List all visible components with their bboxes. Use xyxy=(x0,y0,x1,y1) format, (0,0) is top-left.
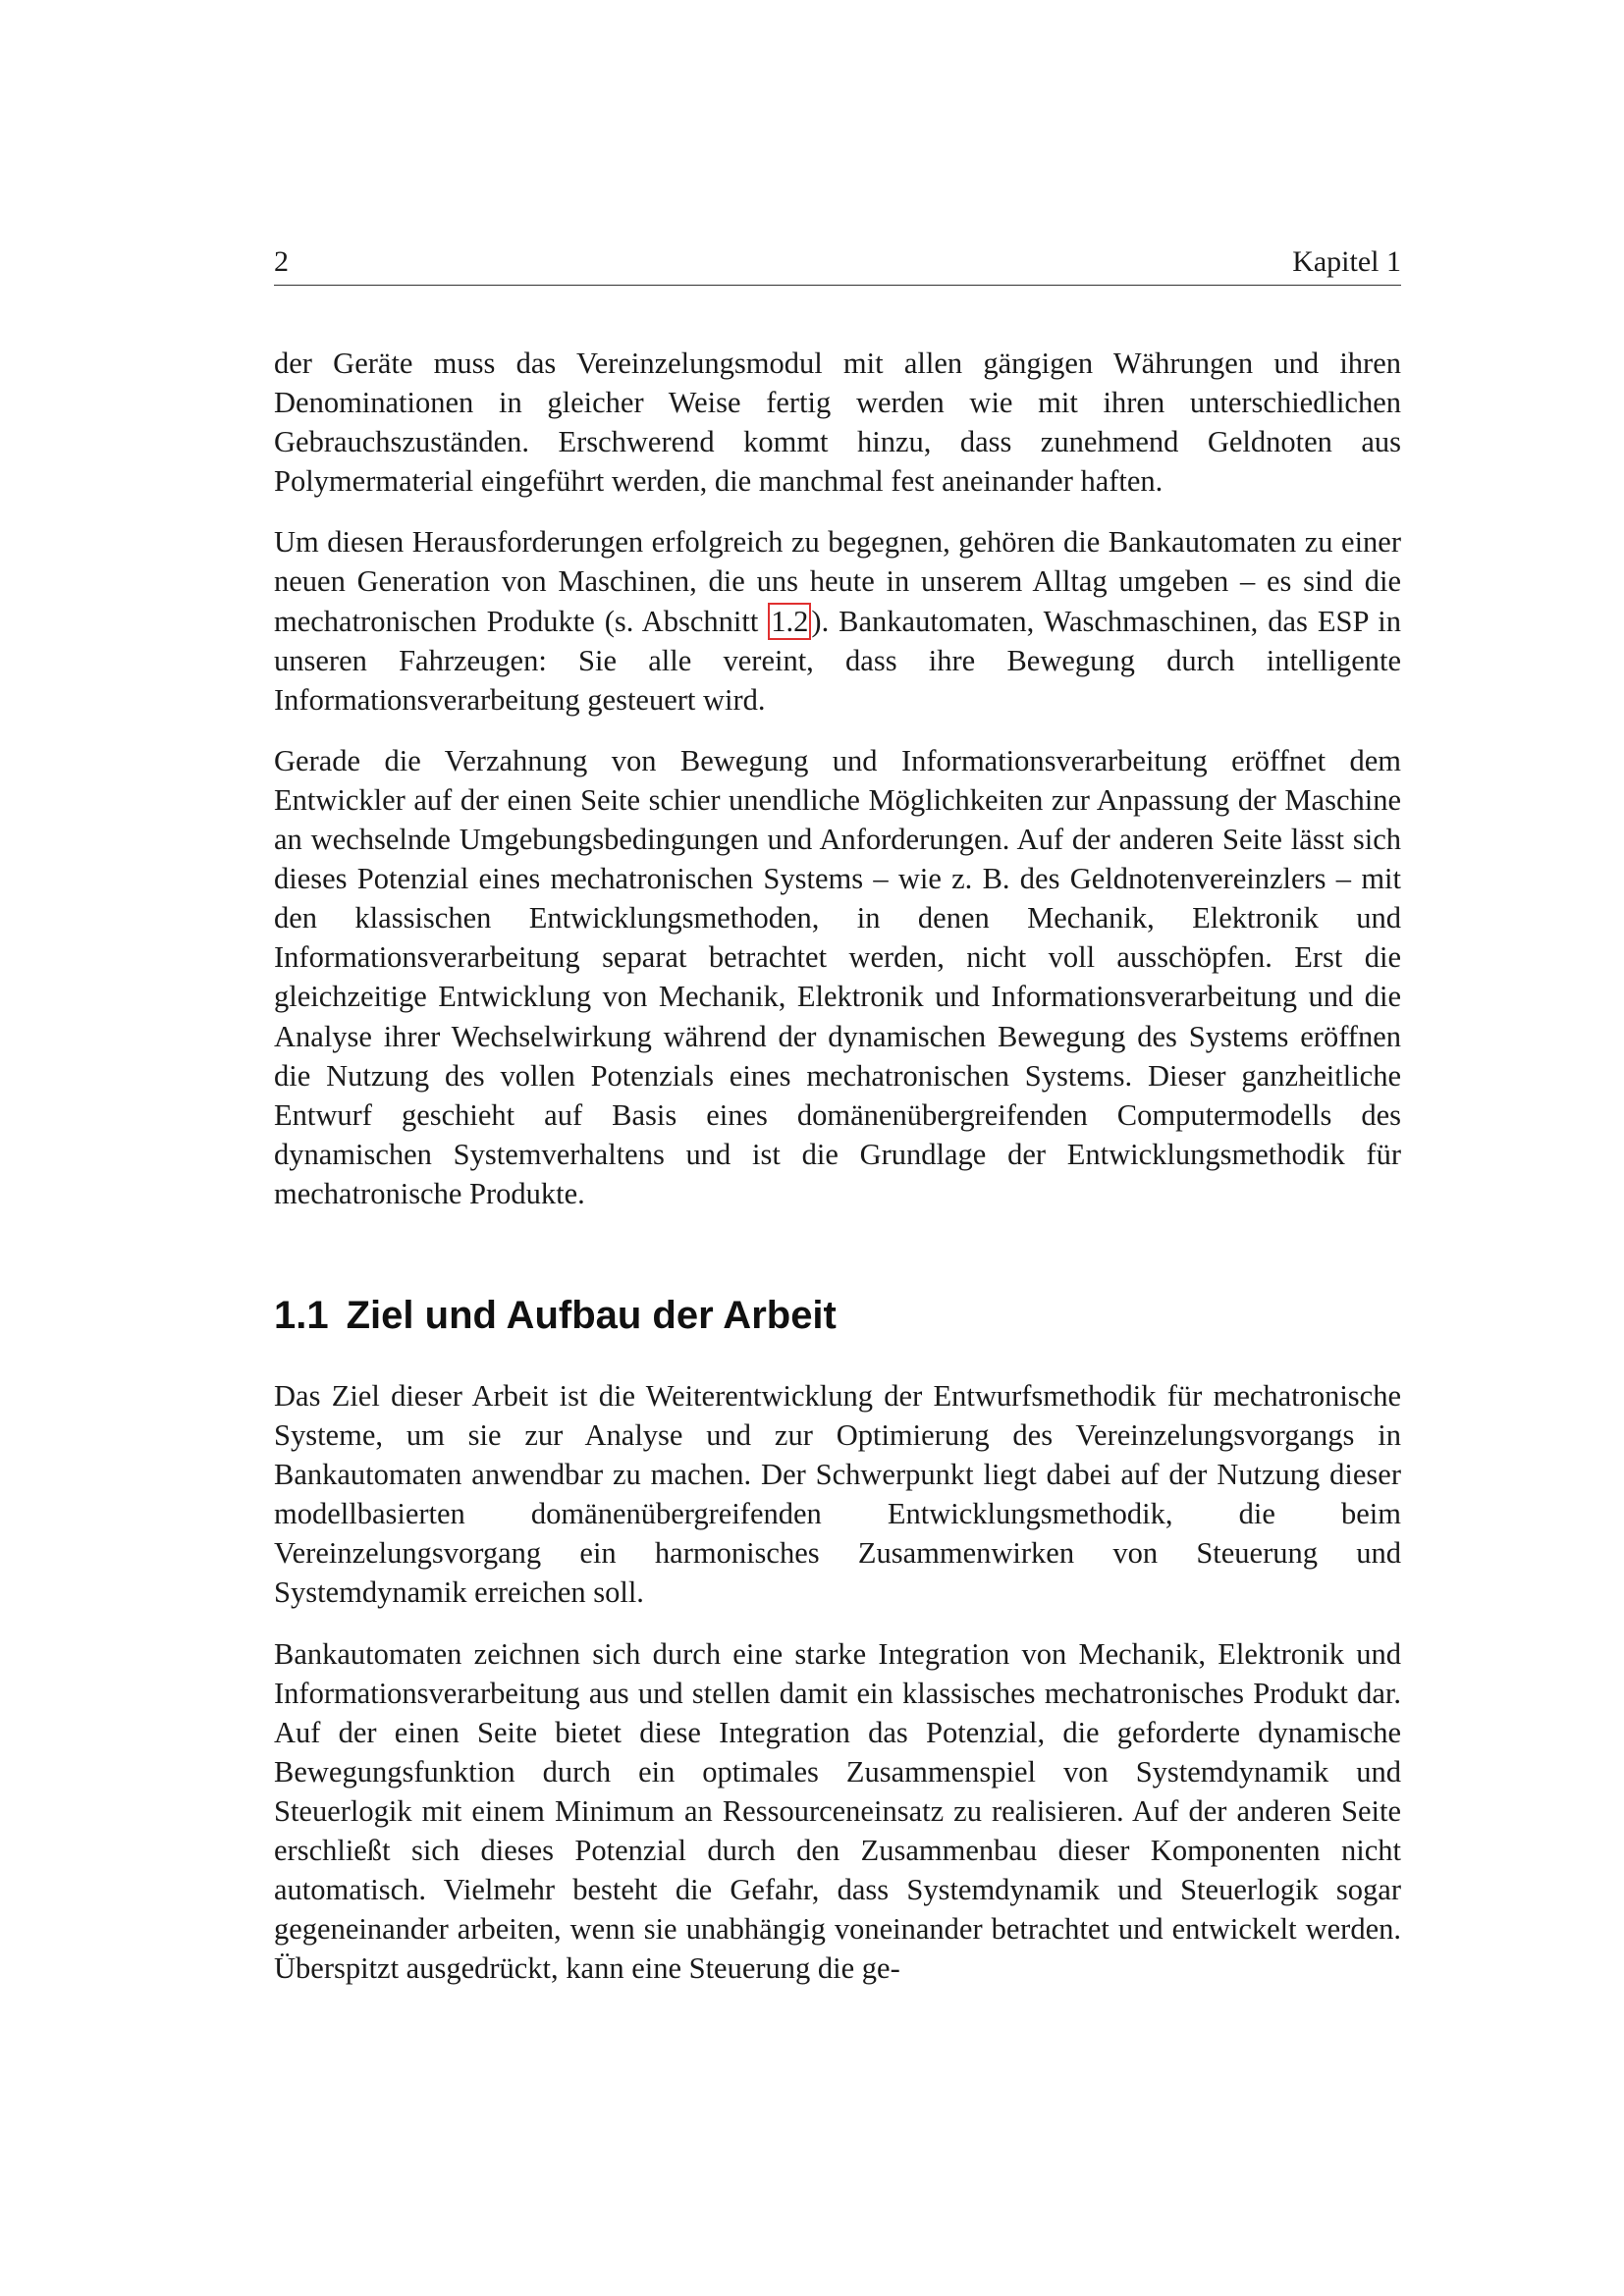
body-text xyxy=(274,344,1401,1988)
section-reference-link[interactable]: 1.2 xyxy=(768,603,811,640)
section-title: Ziel und Aufbau der Arbeit xyxy=(346,1293,837,1337)
paragraph-2-text-before: Um diesen Herausforderungen erfolgreich zu begegnen, gehören die Bankautomaten zu einer neuen Generation von Maschinen, die uns heute in unserem Alltag umgeben – es sind die mechatronischen Produkte (s. Abschnitt xyxy=(274,525,1401,638)
section-paragraph-2: Bankautomaten zeichnen sich durch eine starke Integration von Mechanik, Elektronik und Informationsverarbeitung aus und stellen damit ein klassisches mechatronisches Produkt dar. Auf der einen Seite bietet diese Integration das Potenzial, die geforderte dynamische Bewegungsfunktion durch ein optimales Zusammenspiel von Systemdynamik und Steuerlogik mit einem Minimum an Ressourceneinsatz zu realisieren. Auf der anderen Seite erschließt sich dieses Potenzial durch den Zusammenbau dieser Komponenten nicht automatisch. Vielmehr besteht die Gefahr, dass Systemdynamik und Steuerlogik sogar gegeneinander arbeiten, wenn sie unabhängig voneinander betrachtet und entwickelt werden. Überspitzt ausgedrückt, kann eine Steuerung die ge- xyxy=(274,1636,1401,1986)
section-heading xyxy=(274,1292,1401,1339)
section-paragraph-1: Das Ziel dieser Arbeit ist die Weiterentwicklung der Entwurfsmethodik für mechatronische Systeme, um sie zur Analyse und zur Optimierung des Vereinzelungsvorgangs in Bankautomaten anwendbar zu machen. Der Schwerpunkt liegt dabei auf der Nutzung dieser modellbasierten domänenübergreifenden Entwicklungsmethodik, die beim Vereinzelungsvorgang ein harmonisches Zusammenwirken von Steuerung und Systemdynamik erreichen soll. xyxy=(274,1378,1401,1610)
paragraph-3: Gerade die Verzahnung von Bewegung und Informationsverarbeitung eröffnet dem Entwickler auf der einen Seite schier unendliche Möglichkeiten zur Anpassung der Maschine an wechselnde Umgebungsbedingungen und Anforderungen. Auf der anderen Seite lässt sich dieses Potenzial eines mechatronischen Systems – wie z. B. des Geldnotenvereinzlers – mit den klassischen Entwicklungsmethoden, in denen Mechanik, Elektronik und Informationsverarbeitung separat betrachtet werden, nicht voll ausschöpfen. Erst die gleichzeitige Entwicklung von Mechanik, Elektronik und Informationsverarbeitung und die Analyse ihrer Wechselwirkung während der dynamischen Bewegung des Systems eröffnen die Nutzung des vollen Potenzials eines mechatronischen Systems. Dieser ganzheitliche Entwurf geschieht auf Basis eines domänenübergreifenden Computermodells des dynamischen Systemverhaltens und ist die Grundlage der Entwicklungsmethodik für mechatronische Produkte. xyxy=(274,743,1401,1210)
paragraph-2-text-after: ). Bankautomaten, Waschmaschinen, das ESP in unseren Fahrzeugen: Sie alle vereint, dass ihre Bewegung durch intelligente Informationsverarbeitung gesteuert wird. xyxy=(274,604,1401,717)
paragraph-2 xyxy=(274,522,1401,719)
paragraph-1: der Geräte muss das Vereinzelungsmodul mit allen gängigen Währungen und ihren Denominationen in gleicher Weise fertig werden wie mit ihren unterschiedlichen Gebrauchszuständen. Erschwerend kommt hinzu, dass zunehmend Geldnoten aus Polymermaterial eingeführt werden, die manchmal fest aneinander haften. xyxy=(274,347,1401,499)
running-head: Kapitel 1 xyxy=(1292,245,1401,278)
page-header xyxy=(274,245,1401,286)
section-number: 1.1 xyxy=(274,1293,329,1337)
page-number: 2 xyxy=(274,245,289,278)
